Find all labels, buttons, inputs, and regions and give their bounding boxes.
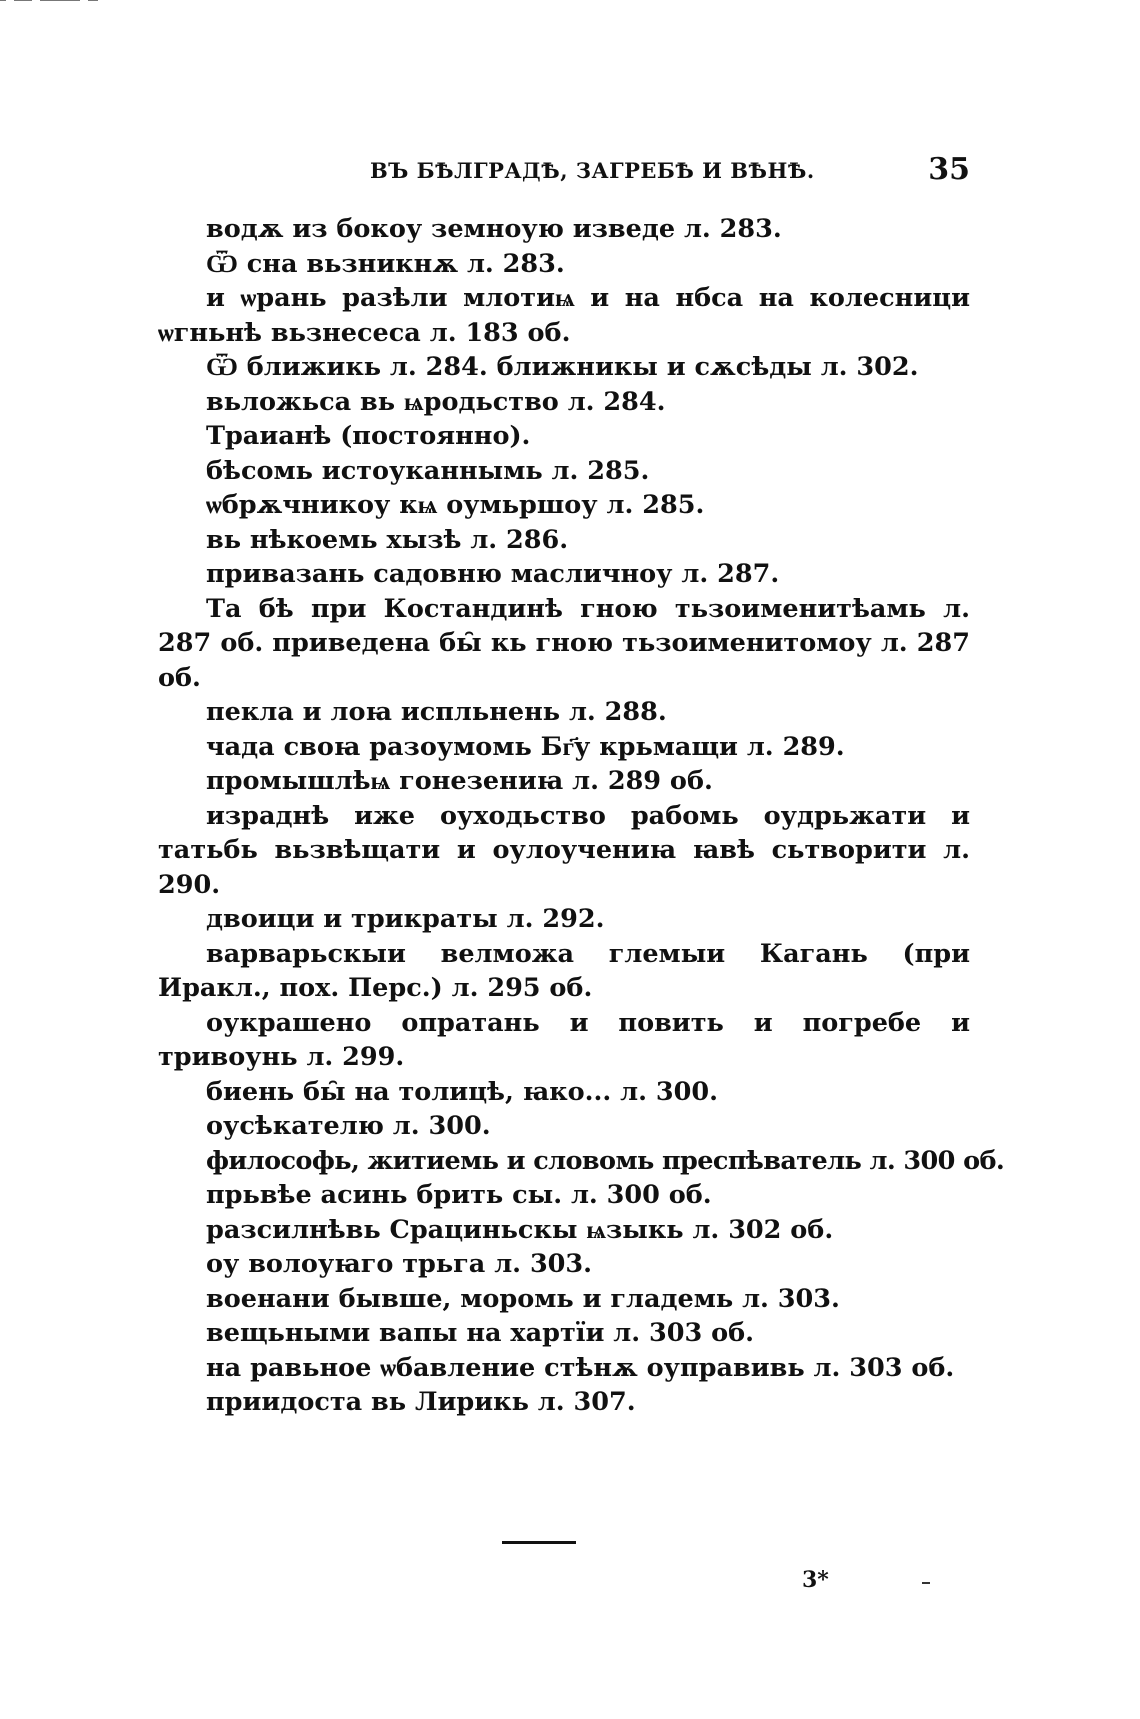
entry: чада своꙗ разоумомь Бг҃у крьмащи л. 289. [206, 731, 845, 762]
entry: варварьскыи велможа глемыи Кагань (при Иракл., пох. Перс.) л. 295 об. [158, 938, 970, 1003]
printer-signature: 3* [802, 1567, 829, 1593]
entry: промышлѣѩ гонезениꙗ л. 289 об. [206, 766, 713, 796]
section-rule [502, 1541, 576, 1544]
running-title: ВЪ БѢЛГРАДѢ, ЗАГРЕБѢ И ВѢНѢ. [370, 158, 815, 183]
scan-edge-mark [0, 0, 140, 3]
entry: вь нѣкоемь хызѣ л. 286. [206, 524, 569, 555]
entry: прьвѣе асинь брить сы. л. 300 об. [206, 1180, 712, 1210]
entry: вещьными вапы на хартїи л. 303 об. [206, 1318, 754, 1348]
page-number: 35 [928, 152, 970, 187]
entry: ѡбрѫчникоу кѩ оумьршоу л. 285. [206, 490, 705, 520]
entry: и ѡрань разѣли млотиѩ и на нбса на колесници ѡгньнѣ вьзнесеса л. 183 об. [158, 283, 970, 348]
entry: бѣсомь истоуканнымь л. 285. [206, 455, 650, 486]
entry: водѫ из бокоу земноую изведе л. 283. [206, 214, 782, 244]
entry: разсилнѣвь Срациньскы ѩзыкь л. 302 об. [206, 1214, 834, 1245]
entry: пекла и лоꙗ испльнень л. 288. [206, 697, 667, 727]
entry-list [158, 212, 1005, 1420]
entry: биень бы̑ на толицѣ, ꙗко... л. 300. [206, 1076, 718, 1107]
entry: Траианѣ (постоянно). [206, 421, 531, 451]
entry: военани бывше, моромь и гладемь л. 303. [206, 1283, 840, 1314]
entry: на равьное ѡбавление стѣнѫ оуправивь л. 303 об. [206, 1352, 955, 1383]
entry: Ѿ ближикь л. 284. ближникы и сѫсѣды л. 302. [206, 352, 919, 382]
entry: оукрашено опратань и повить и погребе и тривоунь л. 299. [158, 1007, 970, 1072]
entry: Та бѣ при Костандинѣ гною тьзоименитѣамь л. 287 об. приведена бы̑ кь гною тьзоименитомоу л. 287 об. [158, 593, 970, 693]
entry: вьложьса вь ѩродьство л. 284. [206, 386, 666, 417]
entry: привазань садовню масличноу л. 287. [206, 559, 780, 589]
entry: двоици и трикраты л. 292. [206, 904, 605, 934]
page-header [200, 152, 970, 198]
entry: оусѣкателю л. 300. [206, 1111, 491, 1141]
entry: Ѿ сна вьзникнѫ л. 283. [206, 248, 565, 279]
margin-dash [922, 1582, 930, 1584]
entry: израднѣ иже оуходьство рабомь оудрьжати и татьбь вьзвѣщати и оулоучениꙗ ꙗвѣ сьтворити л. 290. [158, 800, 970, 900]
entry: приидоста вь Лирикь л. 307. [206, 1387, 636, 1417]
entry: философь, житиемь и словомь преспѣватель л. 300 об. [206, 1145, 1005, 1176]
entry: оу волоуꙗго трьга л. 303. [206, 1249, 593, 1279]
